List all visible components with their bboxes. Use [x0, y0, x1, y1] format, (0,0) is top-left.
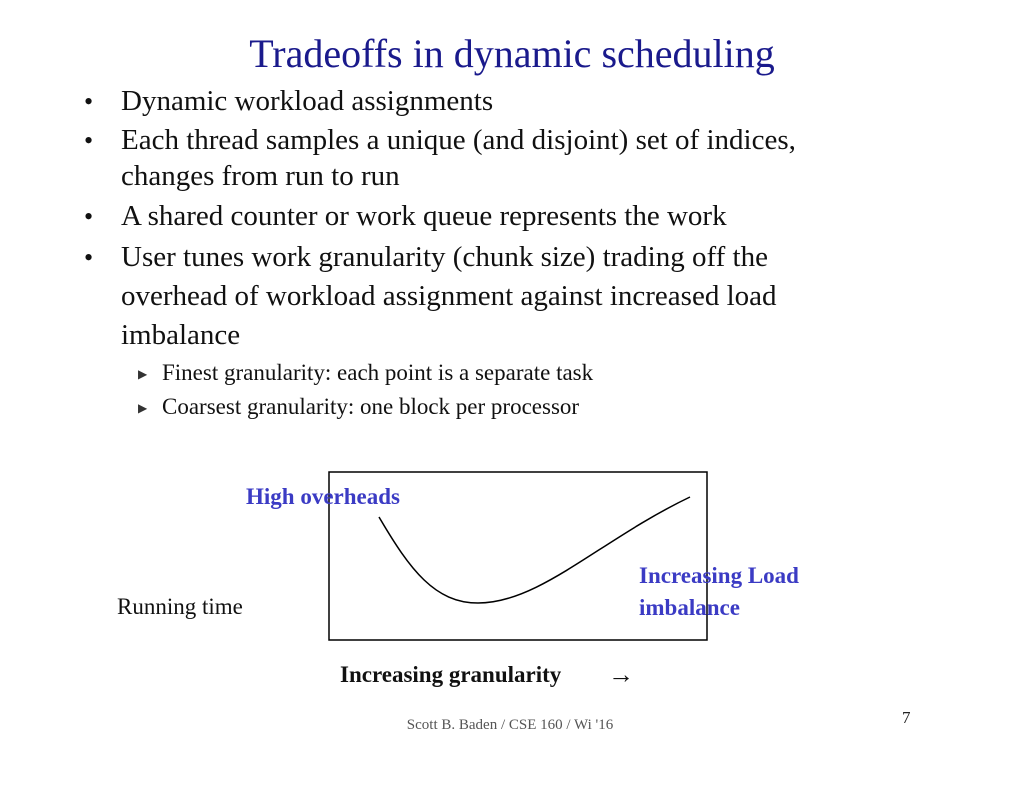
label-increasing-granularity: Increasing granularity — [340, 662, 562, 687]
label-imbalance: imbalance — [639, 595, 740, 620]
bullet-user-tunes-cont1: overhead of workload assignment against increased load — [121, 280, 777, 312]
bullet-user-tunes-cont2: imbalance — [121, 319, 241, 351]
bullet-user-tunes: User tunes work granularity (chunk size) trading off the — [121, 241, 768, 273]
label-high-overheads: High overheads — [246, 484, 400, 509]
bullet-marker: • — [84, 126, 94, 155]
bullet-dynamic-workload: Dynamic workload assignments — [121, 85, 494, 117]
sub-bullet-arrow-icon: ▶ — [138, 367, 148, 381]
footer-credit: Scott B. Baden / CSE 160 / Wi '16 — [406, 717, 614, 733]
slide-title: Tradeoffs in dynamic scheduling — [249, 31, 775, 76]
right-arrow-icon: → — [608, 660, 634, 689]
bullet-thread-samples-cont: changes from run to run — [121, 160, 400, 192]
page-number: 7 — [902, 708, 911, 727]
bullet-marker: • — [84, 202, 94, 231]
sub-bullet-arrow-icon: ▶ — [138, 401, 148, 415]
sub-bullet-coarsest: Coarsest granularity: one block per processor — [162, 394, 580, 419]
bullet-marker: • — [84, 243, 94, 272]
label-running-time: Running time — [117, 594, 243, 619]
sub-bullet-finest: Finest granularity: each point is a separate task — [162, 360, 594, 385]
bullet-thread-samples: Each thread samples a unique (and disjoint) set of indices, — [121, 124, 796, 156]
label-increasing-load: Increasing Load — [639, 563, 799, 588]
bullet-marker: • — [84, 87, 94, 116]
bullet-shared-counter: A shared counter or work queue represents the work — [121, 200, 727, 232]
